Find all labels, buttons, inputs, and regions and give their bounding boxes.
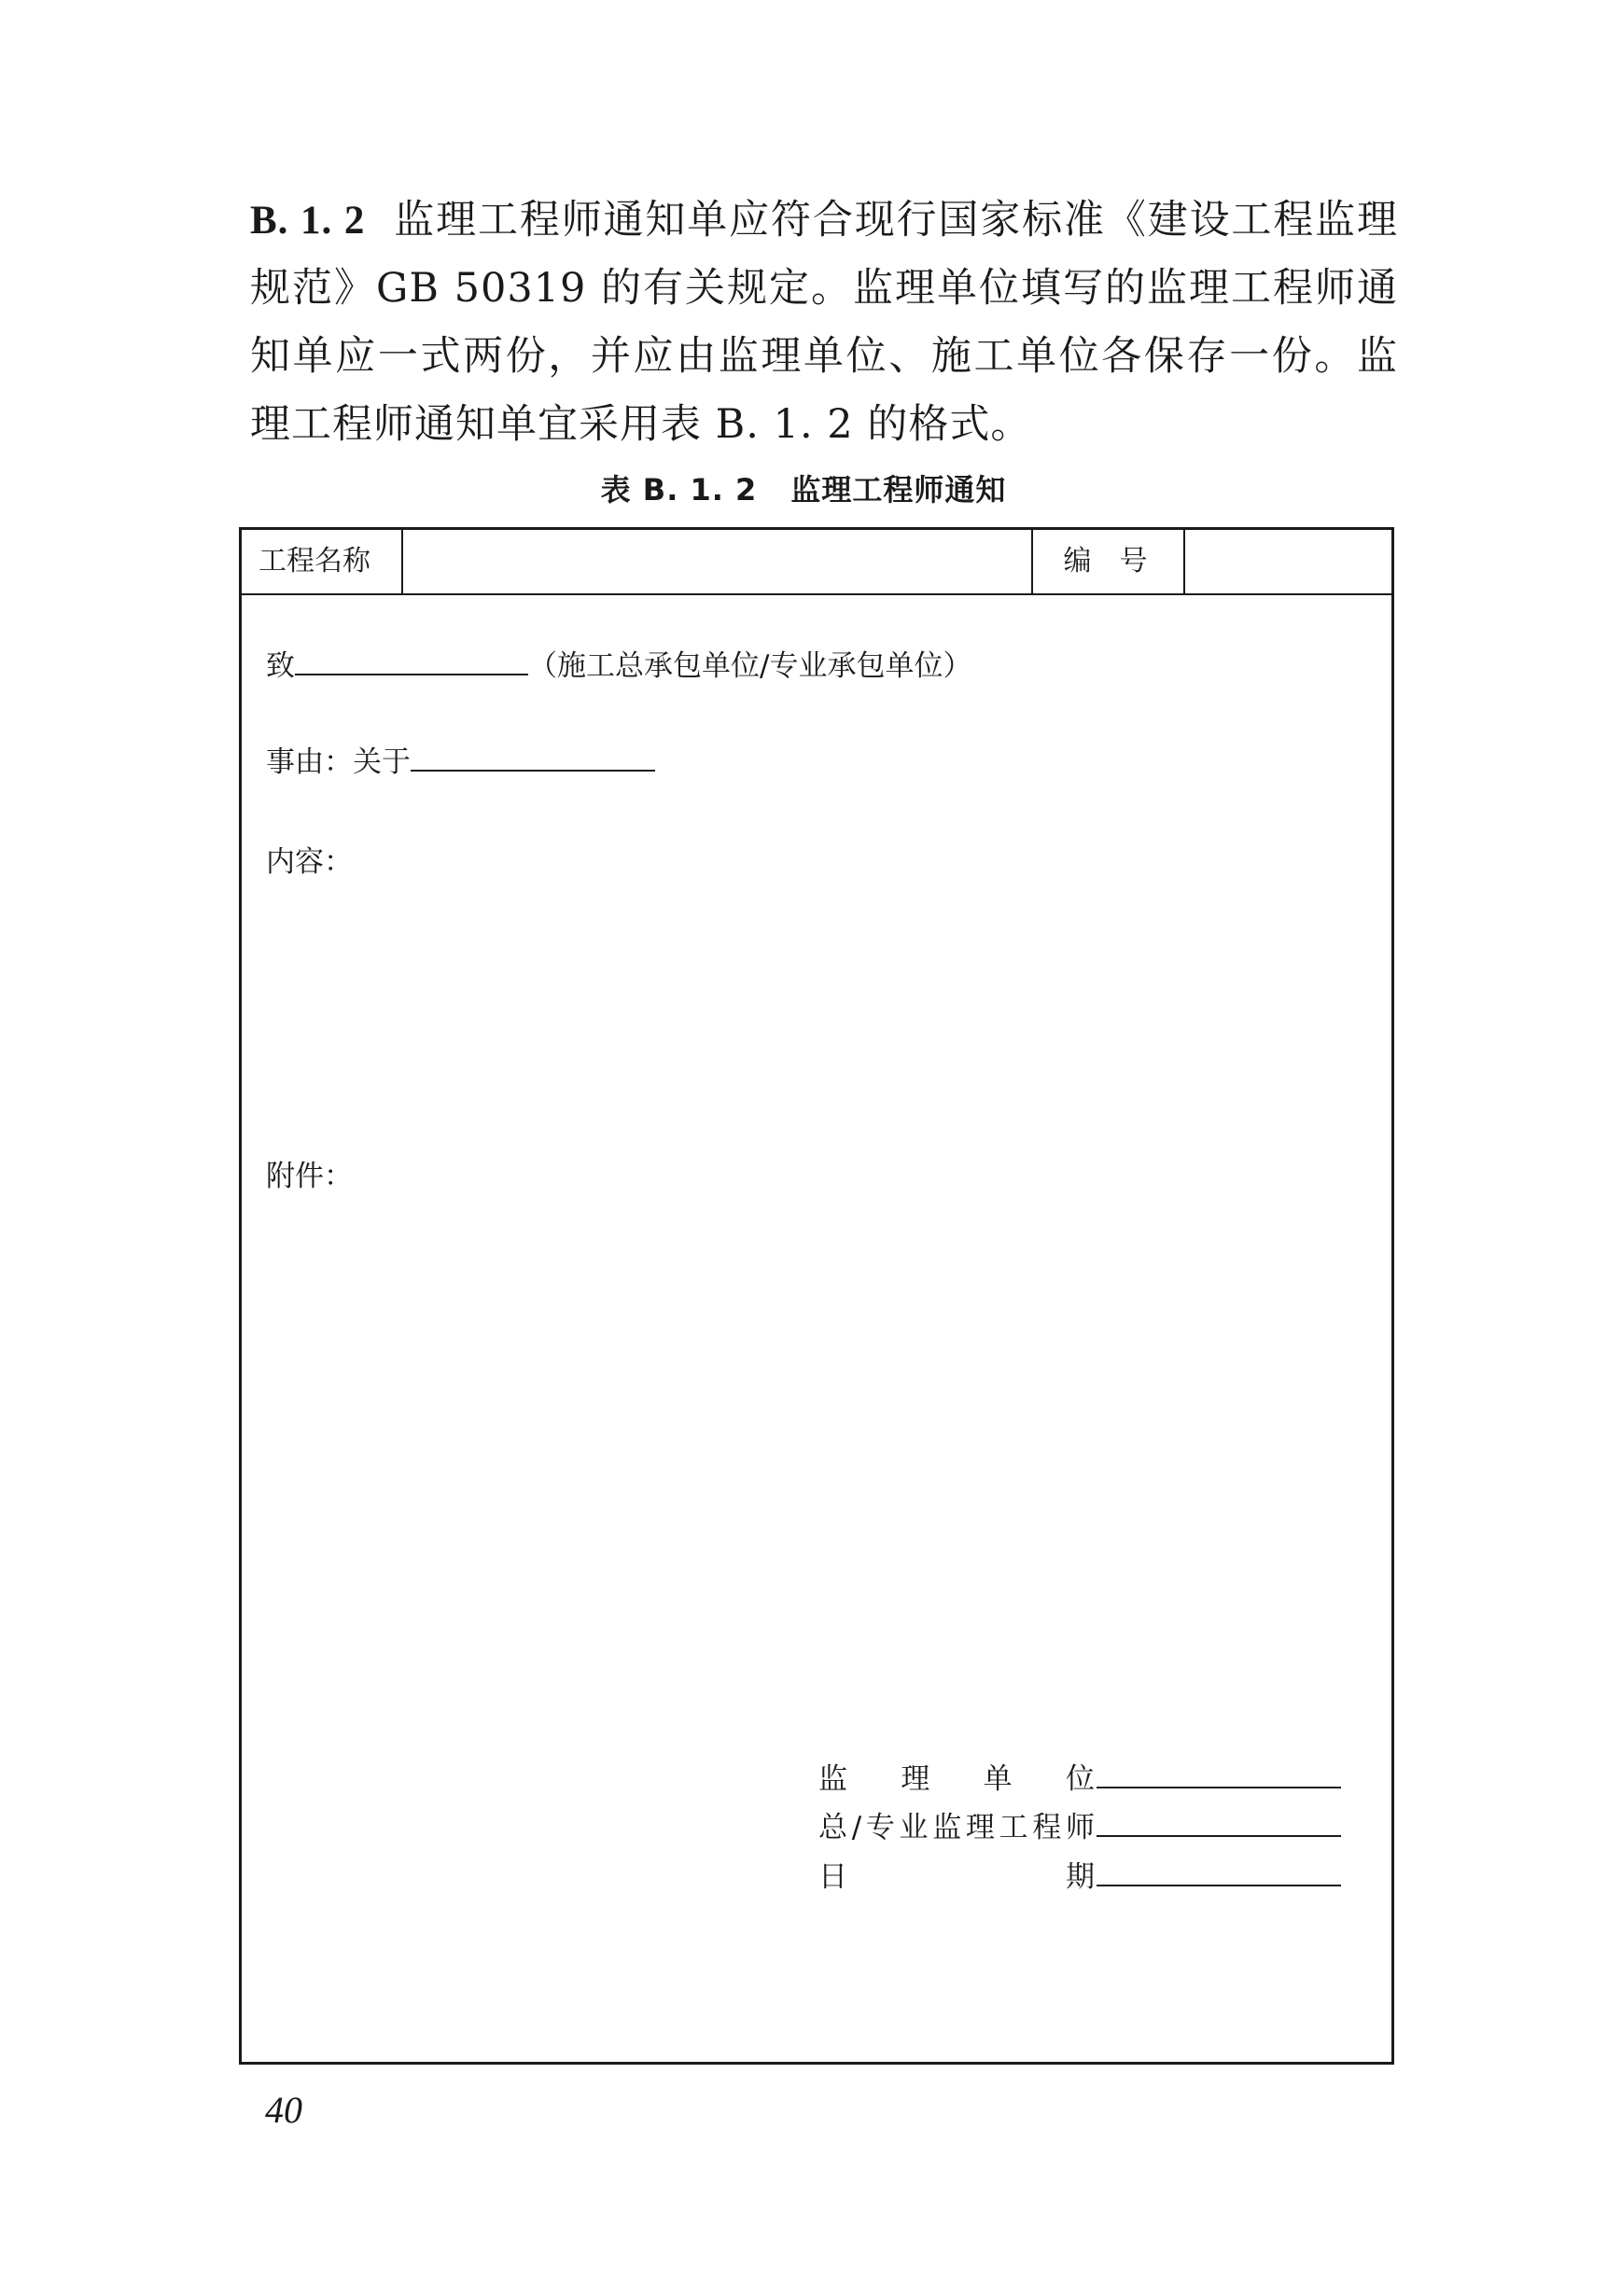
- attachment-label: 附件：: [266, 1160, 353, 1193]
- project-name-label: 工程名称: [242, 530, 403, 593]
- subject-label: 事由：关于: [266, 745, 411, 779]
- signature-unit-label: 监理单位: [818, 1762, 1095, 1796]
- table-caption-number: 表 B. 1. 2: [600, 472, 758, 508]
- signature-date-line: [818, 1853, 1341, 1895]
- subject-line: [266, 738, 655, 780]
- signature-date-blank[interactable]: [1097, 1857, 1341, 1886]
- signature-engineer-blank[interactable]: [1097, 1807, 1341, 1837]
- form-header-row: [242, 530, 1391, 595]
- clause-number: B. 1. 2: [250, 199, 366, 243]
- page-number: 40: [265, 2089, 302, 2131]
- signature-engineer-label: 总/专业监理工程师: [818, 1811, 1095, 1844]
- recipient-prefix: 致: [266, 649, 295, 683]
- recipient-blank[interactable]: [295, 646, 528, 675]
- signature-date-label: 日期: [818, 1860, 1095, 1894]
- table-caption: [0, 466, 1607, 509]
- clause-text: 监理工程师通知单应符合现行国家标准《建设工程监理规范》GB 50319 的有关规定。监理单位填写的监理工程师通知单应一式两份，并应由监理单位、施工单位各保存一份。监理工程师通知单宜采用表 B. 1. 2 的格式。: [250, 197, 1399, 448]
- notice-form: [239, 527, 1394, 2065]
- subject-blank[interactable]: [411, 742, 655, 772]
- recipient-line: [266, 642, 971, 684]
- clause-paragraph: [250, 187, 1398, 459]
- recipient-suffix: （施工总承包单位/专业承包单位）: [528, 649, 972, 683]
- table-caption-title: 监理工程师通知: [790, 472, 1007, 508]
- signature-engineer-line: [818, 1803, 1341, 1845]
- serial-number-label: 编号: [1033, 530, 1185, 593]
- content-label: 内容：: [266, 845, 353, 879]
- signature-unit-blank[interactable]: [1097, 1759, 1341, 1788]
- signature-unit-line: [818, 1755, 1341, 1797]
- project-name-field[interactable]: [403, 530, 1033, 593]
- serial-number-field[interactable]: [1185, 530, 1391, 593]
